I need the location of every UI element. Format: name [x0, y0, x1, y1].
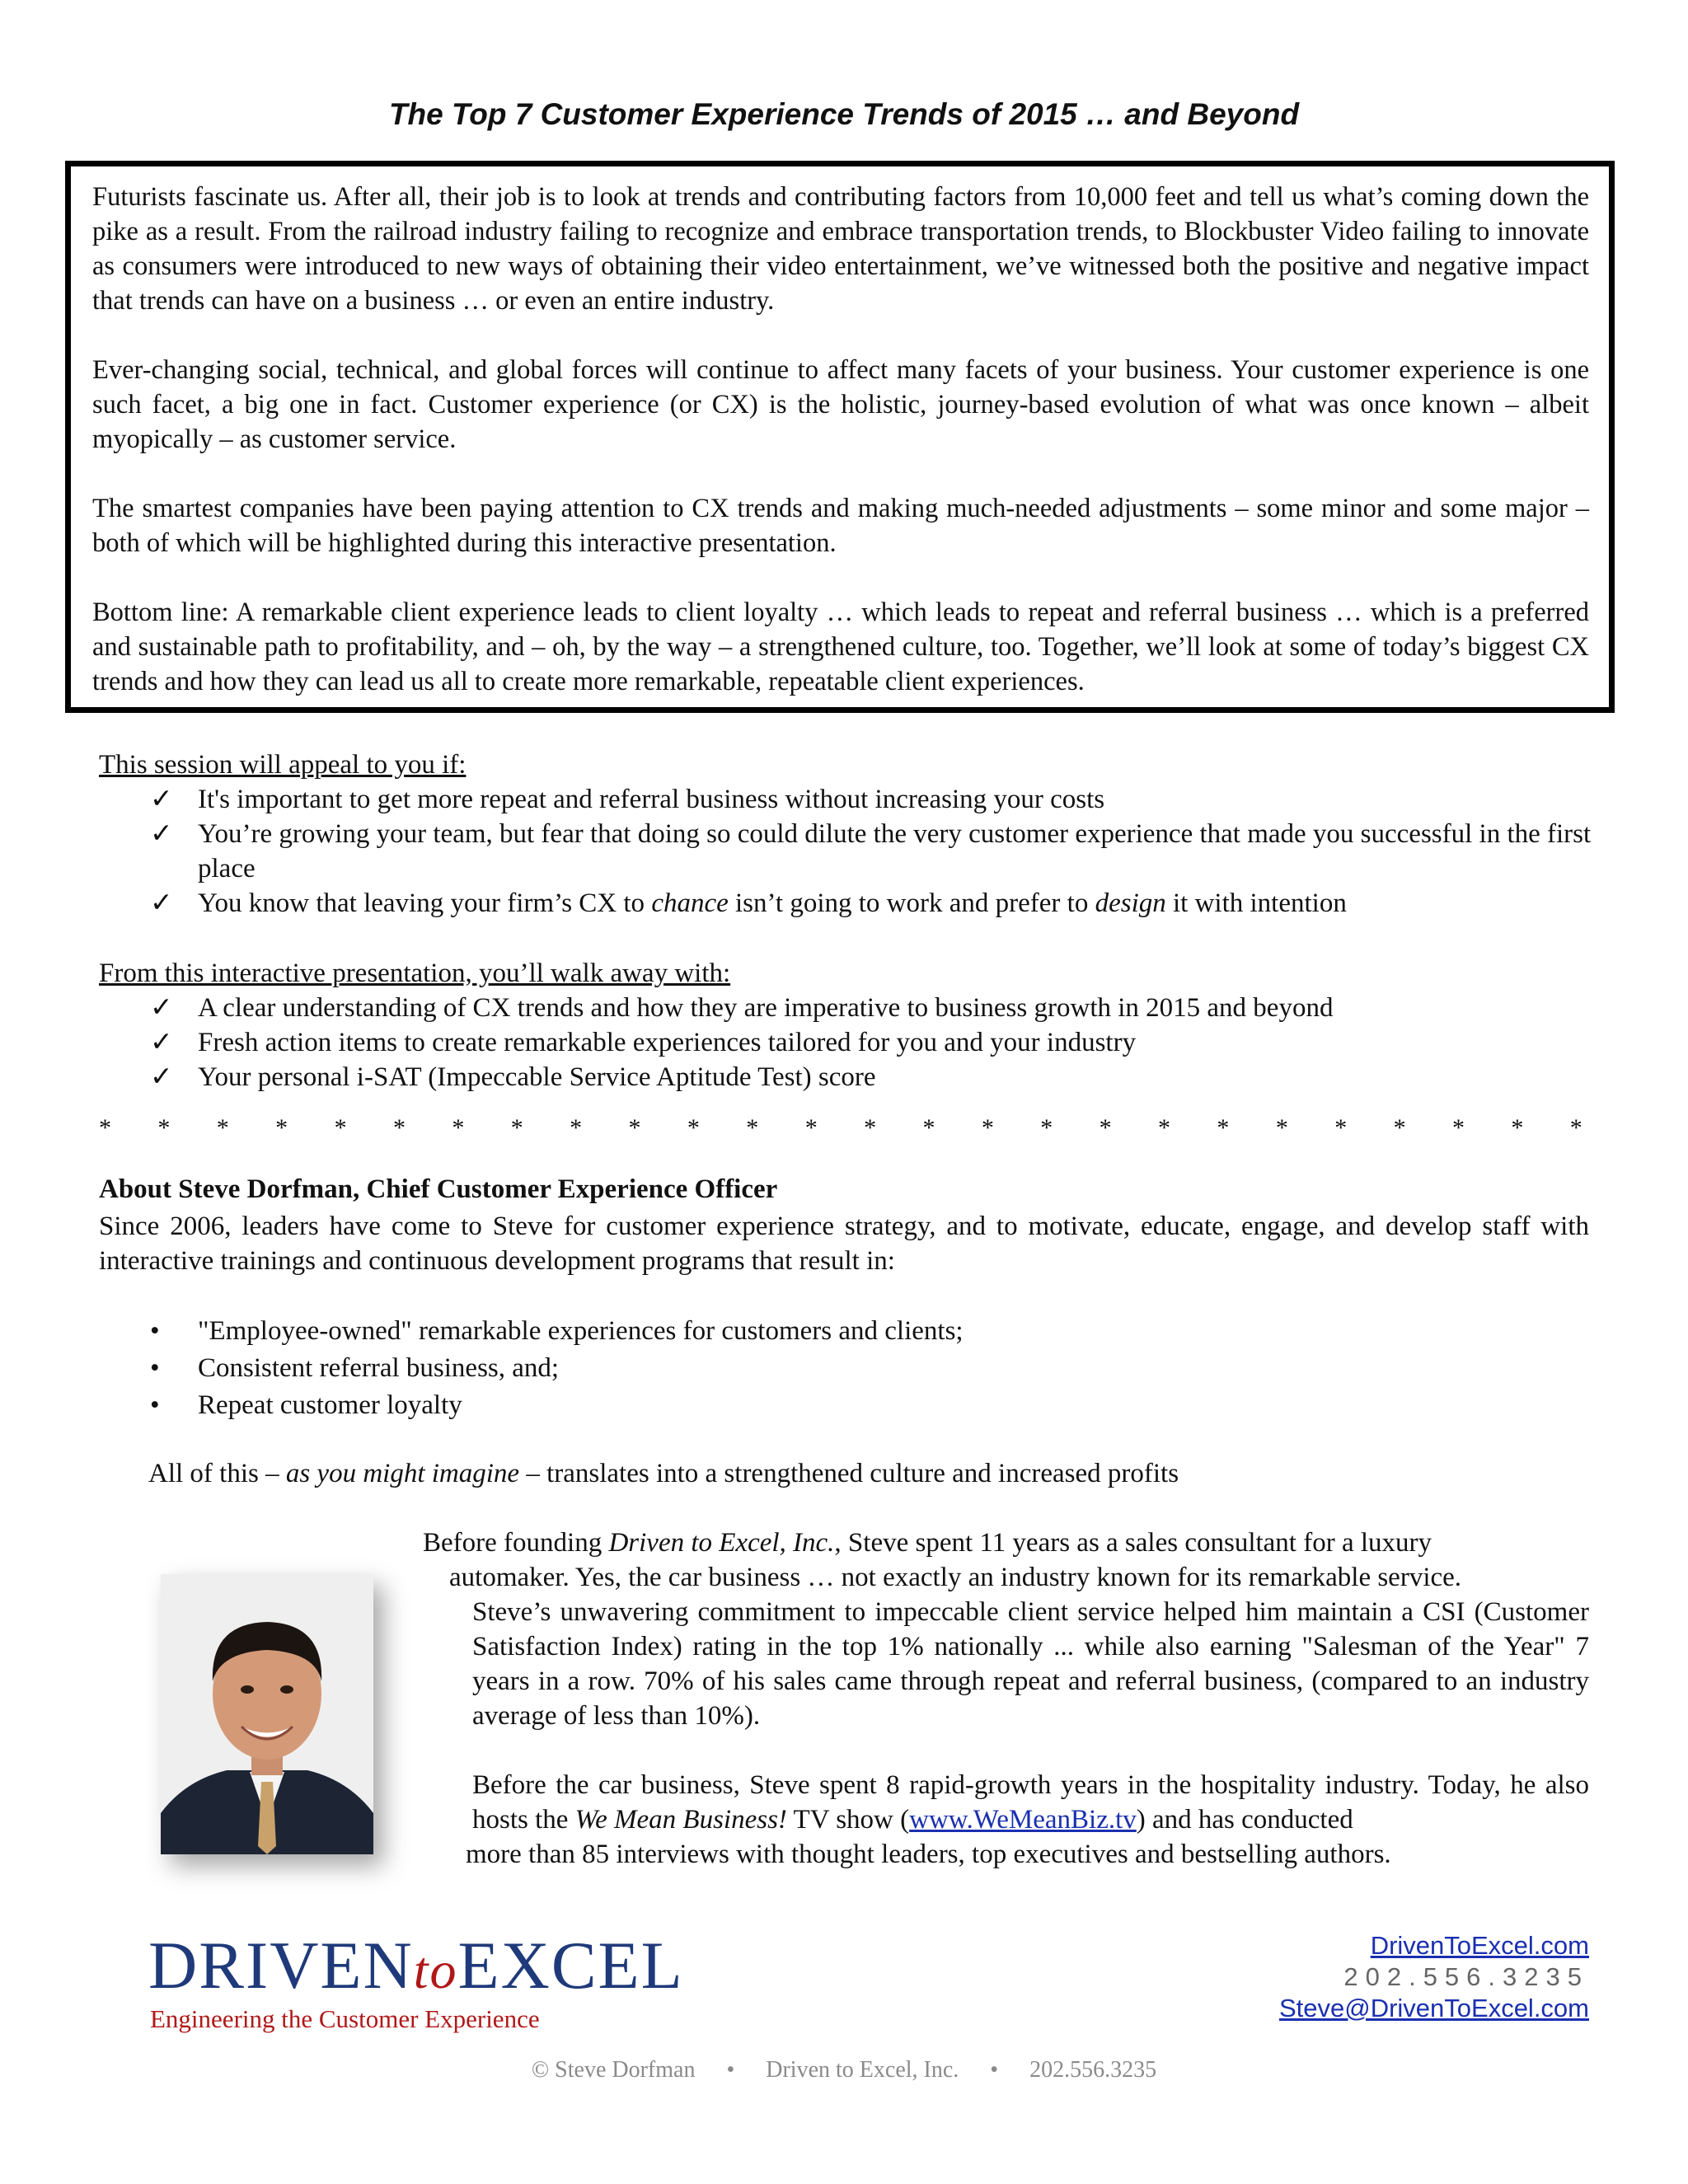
about-heading: About Steve Dorfman, Chief Customer Experience Officer: [99, 1174, 778, 1204]
footer-phone: 202.556.3235: [1029, 2057, 1157, 2083]
appeal-section: [99, 748, 1599, 921]
checkmark-icon: ✓: [150, 888, 173, 918]
website-link[interactable]: DrivenToExcel.com: [1370, 1931, 1589, 1960]
appeal-list: [99, 782, 1599, 921]
page-title: The Top 7 Customer Experience Trends of 2015 … and Beyond: [388, 97, 1300, 131]
bullet-icon: •: [150, 1390, 160, 1420]
list-item: • Consistent referral business, and;: [99, 1350, 964, 1387]
email-link[interactable]: Steve@DrivenToExcel.com: [1278, 1994, 1589, 2022]
tv-show-link[interactable]: www.WeMeanBiz.tv: [909, 1805, 1137, 1835]
list-item: • Repeat customer loyalty: [99, 1387, 964, 1424]
footer-author: © Steve Dorfman: [531, 2057, 696, 2083]
intro-paragraph: Bottom line: A remarkable client experience leads to client loyalty … which leads to repeat and referral business … which is a preferred and sustainable path to profitability, and – oh, by the way – a strengthened culture, too. Together, we’ll look at some of today’s biggest CX trends and how they can lead us all to create more remarkable, repeatable client experiences.: [92, 598, 1589, 696]
bio-line-1: Before founding Driven to Excel, Inc., Steve spent 11 years as a sales consultant for a luxury: [423, 1528, 1432, 1558]
star-divider: * * * * * * * * * * * * * * * * * * * * * * * * * *: [99, 1114, 1582, 1141]
intro-paragraph: Ever-changing social, technical, and global forces will continue to affect many facets of your business. Your customer experience is one such facet, a big one in fact. Customer experience (or CX) is the holistic, journey-based evolution of what was once known – albeit myopically – as customer service.: [92, 355, 1589, 454]
results-list: [99, 1313, 964, 1424]
list-item: ✓ You’re growing your team, but fear that doing so could dilute the very customer experience that made you successful in the first place: [99, 817, 1599, 886]
bio-line-2: automaker. Yes, the car business … not exactly an industry known for its remarkable service.: [449, 1563, 1462, 1592]
list-item: ✓ Your personal i-SAT (Impeccable Service Aptitude Test) score: [99, 1060, 1599, 1094]
checkmark-icon: ✓: [150, 993, 173, 1023]
checkmark-icon: ✓: [150, 785, 173, 814]
list-item: ✓ A clear understanding of CX trends and how they are imperative to business growth in 2015 and beyond: [99, 991, 1599, 1025]
page-footer: © Steve Dorfman • Driven to Excel, Inc. • 202.556.3235: [531, 2057, 1157, 2083]
walkaway-heading: From this interactive presentation, you’ll walk away with:: [99, 958, 731, 988]
contact-block: [1279, 1930, 1589, 2024]
list-item: ✓ You know that leaving your firm’s CX to chance isn’t going to work and prefer to design it with intention: [99, 886, 1599, 921]
list-item: ✓ Fresh action items to create remarkable experiences tailored for you and your industry: [99, 1025, 1599, 1060]
bio-paragraph-1: Steve’s unwavering commitment to impeccable client service helped him maintain a CSI (Customer Satisfaction Index) rating in the top 1% nationally ... while also earning "Salesman of the Year" 7 years in a row. 70% of his sales came through repeat and referral business, (compared to an industry average of less than 10%).: [472, 1597, 1589, 1731]
footer-company: Driven to Excel, Inc.: [766, 2057, 959, 2083]
walkaway-list: [99, 991, 1599, 1094]
list-item: ✓ It's important to get more repeat and referral business without increasing your costs: [99, 782, 1599, 817]
intro-box: [65, 161, 1615, 713]
bio-paragraph-2: Before the car business, Steve spent 8 rapid-growth years in the hospitality industry. Today, he also hosts the We Mean Business! TV show (www.WeMeanBiz.tv) and has conducted: [472, 1770, 1589, 1835]
logo-wordmark: DRIVENtoEXCEL: [148, 1928, 684, 2003]
list-item: • "Employee-owned" remarkable experiences for customers and clients;: [99, 1313, 964, 1350]
bio-last-line: more than 85 interviews with thought leaders, top executives and bestselling authors.: [466, 1840, 1391, 1869]
phone-number: 202.556.3235: [1343, 1962, 1589, 1991]
appeal-heading: This session will appeal to you if:: [99, 750, 467, 780]
bullet-icon: •: [150, 1353, 160, 1383]
checkmark-icon: ✓: [150, 819, 173, 849]
summary-line: All of this – as you might imagine – translates into a strengthened culture and increased profits: [148, 1459, 1179, 1488]
checkmark-icon: ✓: [150, 1062, 173, 1092]
company-logo: [148, 1928, 684, 2036]
about-text: Since 2006, leaders have come to Steve for customer experience strategy, and to motivate, educate, engage, and develop staff with interactive trainings and continuous development programs that result in:: [99, 1212, 1589, 1276]
intro-paragraph: Futurists fascinate us. After all, their job is to look at trends and contributing factors from 10,000 feet and tell us what’s coming down the pike as a result. From the railroad industry failing to recognize and embrace transportation trends, to Blockbuster Video failing to innovate as consumers were introduced to new ways of obtaining their video entertainment, we’ve witnessed both the positive and negative impact that trends can have on a business … or even an entire industry.: [92, 182, 1589, 316]
headshot-photo: [161, 1574, 373, 1854]
bullet-icon: •: [150, 1316, 160, 1346]
checkmark-icon: ✓: [150, 1028, 173, 1057]
logo-tagline: Engineering the Customer Experience: [150, 2004, 540, 2033]
intro-paragraph: The smartest companies have been paying attention to CX trends and making much-needed adjustments – some minor and some major – both of which will be highlighted during this interactive presentation.: [92, 494, 1589, 558]
walkaway-section: [99, 956, 1599, 1094]
